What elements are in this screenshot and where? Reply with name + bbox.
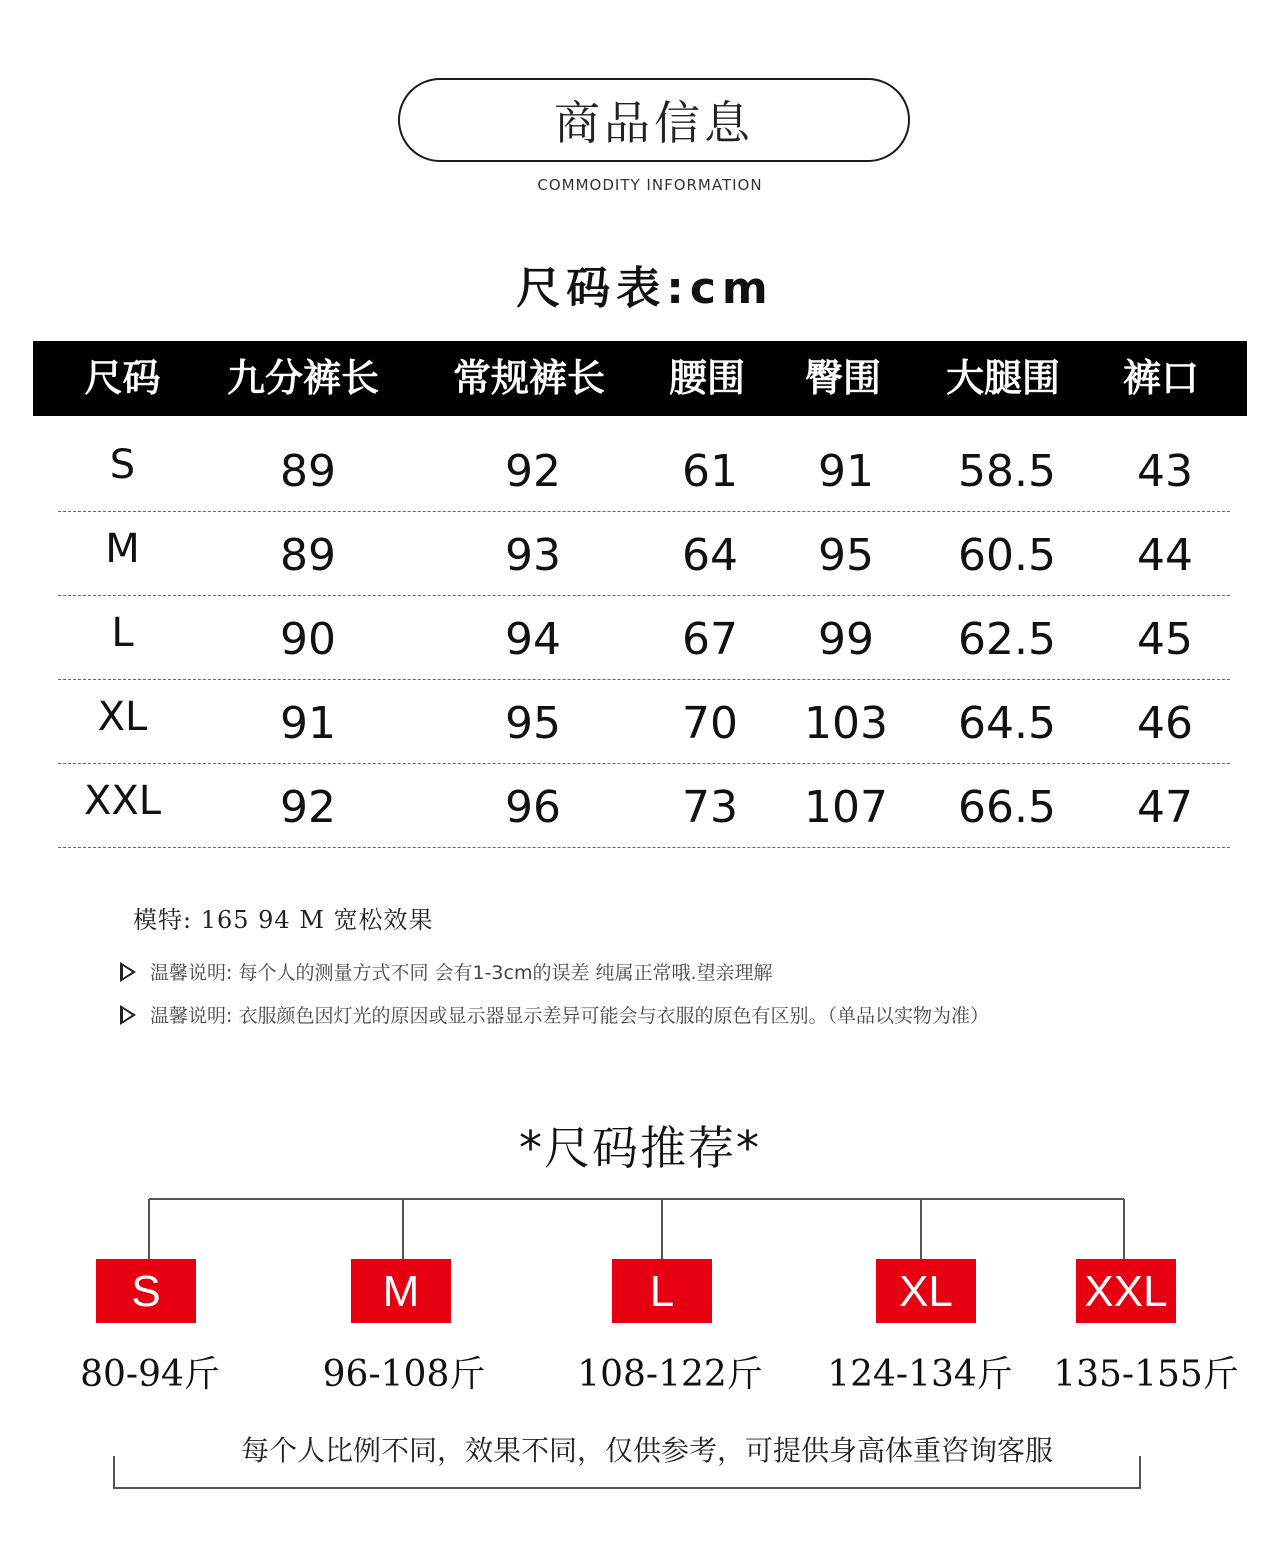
size-badge-m: M: [351, 1259, 451, 1323]
cell-hip: 107: [804, 782, 888, 833]
cell-hem: 45: [1137, 614, 1193, 665]
column-header-waist: 腰围: [668, 356, 745, 400]
cell-cropped-length: 91: [280, 698, 336, 749]
recommendation-footer-note: 每个人比例不同，效果不同，仅供参考，可提供身高体重咨询客服: [240, 1434, 1053, 1467]
cell-thigh: 66.5: [958, 782, 1056, 833]
section-subtitle: COMMODITY INFORMATION: [537, 176, 763, 194]
cell-thigh: 62.5: [958, 614, 1056, 665]
column-header-size: 尺码: [84, 356, 161, 400]
cell-size: XL: [97, 694, 148, 740]
cell-regular-length: 94: [505, 614, 561, 665]
cell-hip: 95: [818, 530, 874, 581]
cell-regular-length: 93: [505, 530, 561, 581]
cell-hip: 103: [804, 698, 888, 749]
size-badge-s: S: [96, 1259, 196, 1323]
cell-thigh: 60.5: [958, 530, 1056, 581]
cell-size: XXL: [83, 778, 162, 824]
cell-waist: 61: [682, 446, 738, 497]
cell-hem: 44: [1137, 530, 1193, 581]
cell-regular-length: 95: [505, 698, 561, 749]
cell-waist: 73: [682, 782, 738, 833]
cell-thigh: 58.5: [958, 446, 1056, 497]
size-chart-title: 尺码表:cm: [516, 263, 774, 314]
cell-waist: 70: [682, 698, 738, 749]
note-text: 温馨说明: 每个人的测量方式不同 会有1-3cm的误差 纯属正常哦.望亲理解: [150, 962, 773, 984]
size-badge-l: L: [612, 1259, 712, 1323]
column-header-regular-length: 常规裤长: [452, 356, 605, 400]
model-info: 模特: 165 94 M 宽松效果: [133, 906, 434, 934]
weight-range-l: 108-122斤: [577, 1354, 763, 1395]
cell-waist: 67: [682, 614, 738, 665]
weight-range-xxl: 135-155斤: [1053, 1354, 1239, 1395]
cell-cropped-length: 90: [280, 614, 336, 665]
cell-size: S: [109, 442, 136, 488]
column-header-hip: 臀围: [804, 356, 881, 400]
cell-hip: 91: [818, 446, 874, 497]
weight-range-s: 80-94斤: [80, 1354, 220, 1395]
recommendation-title: *尺码推荐*: [519, 1121, 761, 1175]
column-header-cropped-length: 九分裤长: [226, 356, 379, 400]
cell-cropped-length: 89: [280, 530, 336, 581]
size-badge-xl: XL: [876, 1259, 976, 1323]
cell-hem: 43: [1137, 446, 1193, 497]
section-title: 商品信息: [554, 96, 754, 150]
cell-hem: 47: [1137, 782, 1193, 833]
note-text: 温馨说明: 衣服颜色因灯光的原因或显示器显示差异可能会与衣服的原色有区别。（单品以实物为准）: [150, 1005, 989, 1027]
cell-hem: 46: [1137, 698, 1193, 749]
column-header-hem: 裤口: [1122, 356, 1199, 400]
cell-cropped-length: 89: [280, 446, 336, 497]
cell-hip: 99: [818, 614, 874, 665]
cell-regular-length: 92: [505, 446, 561, 497]
cell-size: L: [111, 610, 134, 656]
cell-regular-length: 96: [505, 782, 561, 833]
column-header-thigh: 大腿围: [945, 356, 1060, 400]
cell-size: M: [105, 526, 140, 572]
size-badge-xxl: XXL: [1076, 1259, 1176, 1323]
weight-range-m: 96-108斤: [322, 1354, 486, 1395]
weight-range-xl: 124-134斤: [827, 1354, 1013, 1395]
cell-waist: 64: [682, 530, 738, 581]
cell-thigh: 64.5: [958, 698, 1056, 749]
cell-cropped-length: 92: [280, 782, 336, 833]
